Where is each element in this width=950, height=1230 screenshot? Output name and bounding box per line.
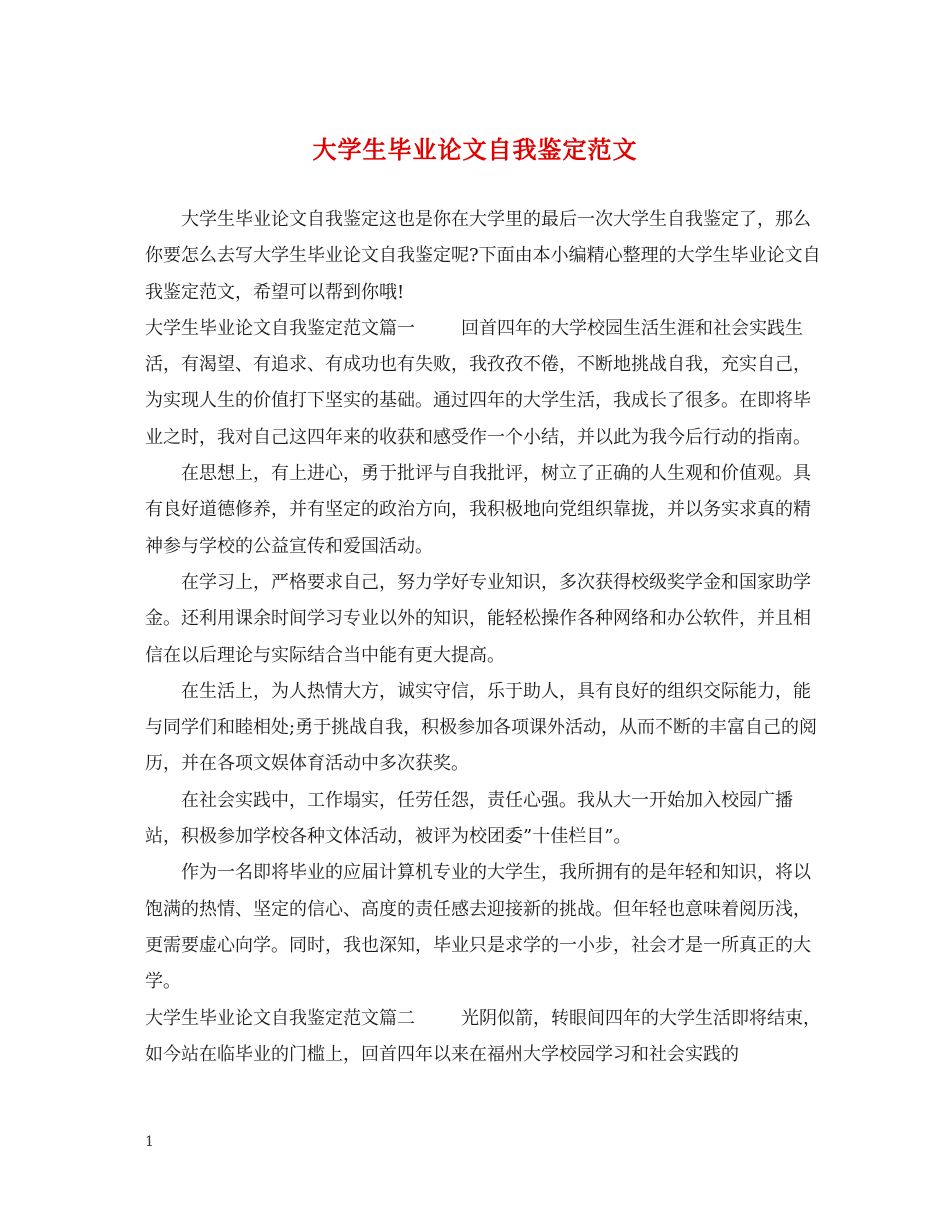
study-paragraph: 在学习上，严格要求自己，努力学好专业知识，多次获得校级奖学金和国家助学金。还利用课余时间学习专业以外的知识，能轻松操作各种网络和办公软件，并且相信在以后理论与实际结合当中能有更大提高。 [145, 571, 811, 666]
thought-paragraph: 在思想上，有上进心，勇于批评与自我批评，树立了正确的人生观和价值观。具有良好道德修养，并有坚定的政治方向，我积极地向党组织靠拢，并以务实求真的精神参与学校的公益宣传和爱国活动。 [145, 463, 811, 557]
section-1-heading: 大学生毕业论文自我鉴定范文篇一 [145, 317, 415, 339]
life-paragraph: 在生活上，为人热情大方，诚实守信，乐于助人，具有良好的组织交际能力，能与同学们和睦相处;勇于挑战自我，积极参加各项课外活动，从而不断的丰富自己的阅历，并在各项文娱体育活动中多次获奖。 [145, 680, 818, 775]
practice-paragraph: 在社会实践中，工作塌实，任劳任怨，责任心强。我从大一开始加入校园广播站，积极参加学校各种文体活动，被评为校团委”十佳栏目”。 [145, 789, 793, 848]
section-2-opening: 光阴似箭，转眼间四年的大学生活即将结束，如今站在临毕业的门槛上，回首四年以来在福州大学校园学习和社会实践的 [145, 1007, 821, 1065]
section-1-opening: 回首四年的大学校园生活生涯和社会实践生活，有渴望、有追求、有成功也有失败，我孜孜不倦，不断地挑战自我，充实自己，为实现人生的价值打下坚实的基础。通过四年的大学生活，我成长了很多。在即将毕业之时，我对自己这四年来的收获和感受作一个小结，并以此为我今后行动的指南。 [145, 317, 811, 448]
summary-paragraph: 作为一名即将毕业的应届计算机专业的大学生，我所拥有的是年轻和知识，将以饱满的热情、坚定的信心、高度的责任感去迎接新的挑战。但年轻也意味着阅历浅，更需要虚心向学。同时，我也深知，毕业只是求学的一小步，社会才是一所真正的大学。 [145, 862, 811, 993]
intro-paragraph: 大学生毕业论文自我鉴定这也是你在大学里的最后一次大学生自我鉴定了，那么你要怎么去写大学生毕业论文自我鉴定呢?下面由本小编精心整理的大学生毕业论文自我鉴定范文，希望可以帮到你哦! [145, 209, 821, 303]
document-title: 大学生毕业论文自我鉴定范文 [312, 135, 638, 164]
section-1-paragraph [145, 311, 825, 456]
section-2-paragraph [145, 1001, 825, 1074]
document-body [145, 202, 825, 1073]
page-number: 1 [145, 1134, 154, 1150]
section-2-heading: 大学生毕业论文自我鉴定范文篇二 [145, 1007, 415, 1029]
